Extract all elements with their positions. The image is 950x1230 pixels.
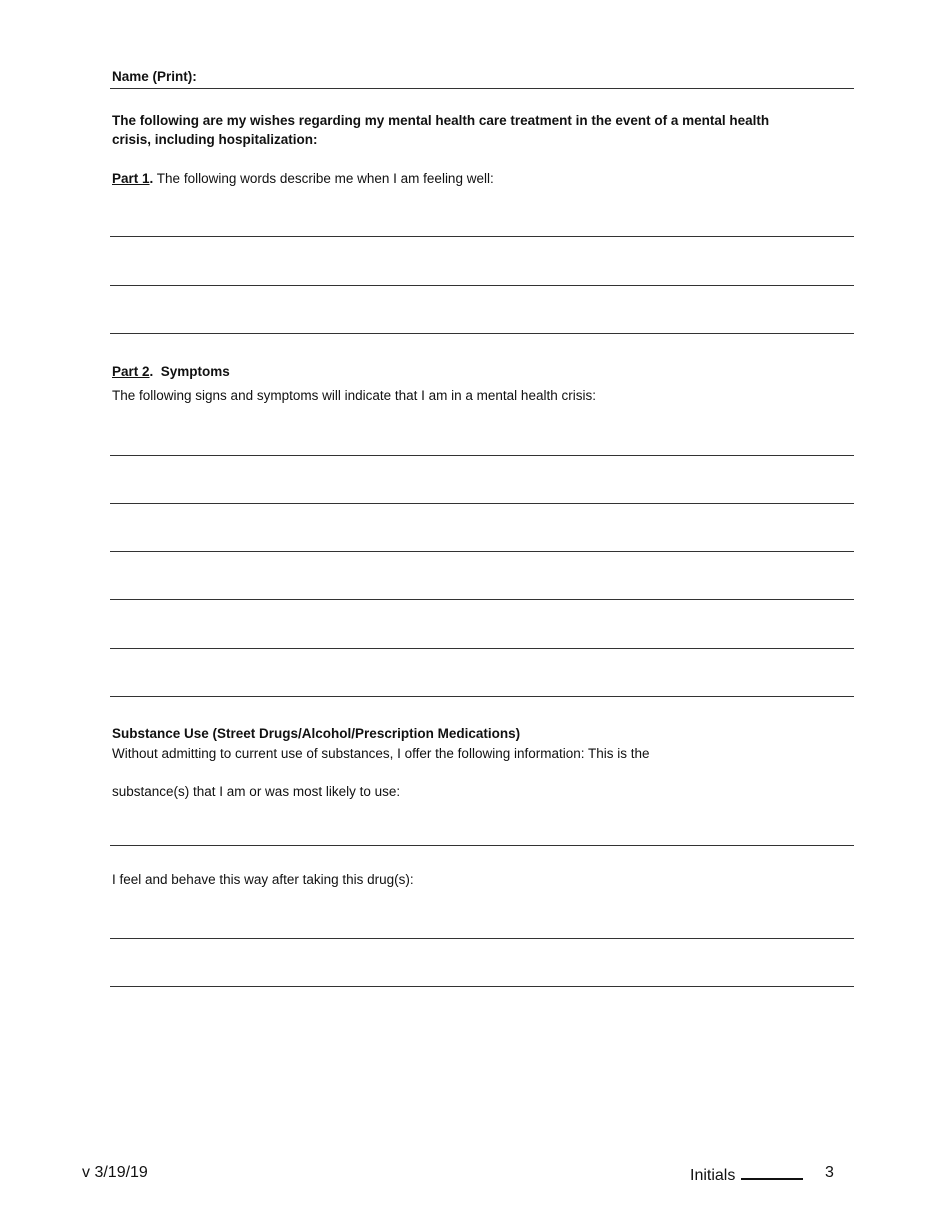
part2-answer-line-6[interactable]	[110, 696, 854, 697]
intro-line-1: The following are my wishes regarding my mental health care treatment in the event of a mental health	[112, 113, 770, 128]
version-label: v 3/19/19	[82, 1164, 148, 1181]
after-effects-answer-line-1[interactable]	[110, 938, 854, 939]
part2-answer-line-3[interactable]	[110, 551, 854, 552]
initials-input-line[interactable]	[741, 1178, 803, 1180]
part2-answer-line-1[interactable]	[110, 455, 854, 456]
part1-answer-line-2[interactable]	[110, 285, 854, 286]
substance-prompt-line-1: Without admitting to current use of substances, I offer the following information: This is the	[112, 746, 650, 761]
substance-answer-line[interactable]	[110, 845, 854, 846]
substance-heading: Substance Use (Street Drugs/Alcohol/Prescription Medications)	[112, 726, 521, 741]
substance-prompt-line-2: substance(s) that I am or was most likely to use:	[112, 784, 401, 799]
initials-label: Initials	[690, 1167, 736, 1184]
part1-label: Part 1	[112, 171, 150, 186]
part2-answer-line-2[interactable]	[110, 503, 854, 504]
part2-label: Part 2	[112, 364, 150, 379]
part2-answer-line-5[interactable]	[110, 648, 854, 649]
part1-answer-line-3[interactable]	[110, 333, 854, 334]
name-input-line[interactable]	[110, 88, 854, 89]
page-number: 3	[825, 1164, 834, 1181]
part2-heading	[112, 363, 230, 381]
name-label: Name (Print):	[112, 69, 197, 84]
part1-text: The following words describe me when I am feeling well:	[153, 171, 494, 186]
intro-line-2: crisis, including hospitalization:	[112, 132, 318, 147]
part2-heading-rest: . Symptoms	[149, 364, 230, 379]
part1-punct: .	[149, 171, 154, 186]
after-effects-prompt: I feel and behave this way after taking this drug(s):	[112, 872, 414, 887]
part2-answer-line-4[interactable]	[110, 599, 854, 600]
initials-field	[690, 1166, 803, 1186]
part1-answer-line-1[interactable]	[110, 236, 854, 237]
part2-prompt: The following signs and symptoms will indicate that I am in a mental health crisis:	[112, 388, 596, 403]
part1-prompt	[112, 170, 494, 188]
after-effects-answer-line-2[interactable]	[110, 986, 854, 987]
